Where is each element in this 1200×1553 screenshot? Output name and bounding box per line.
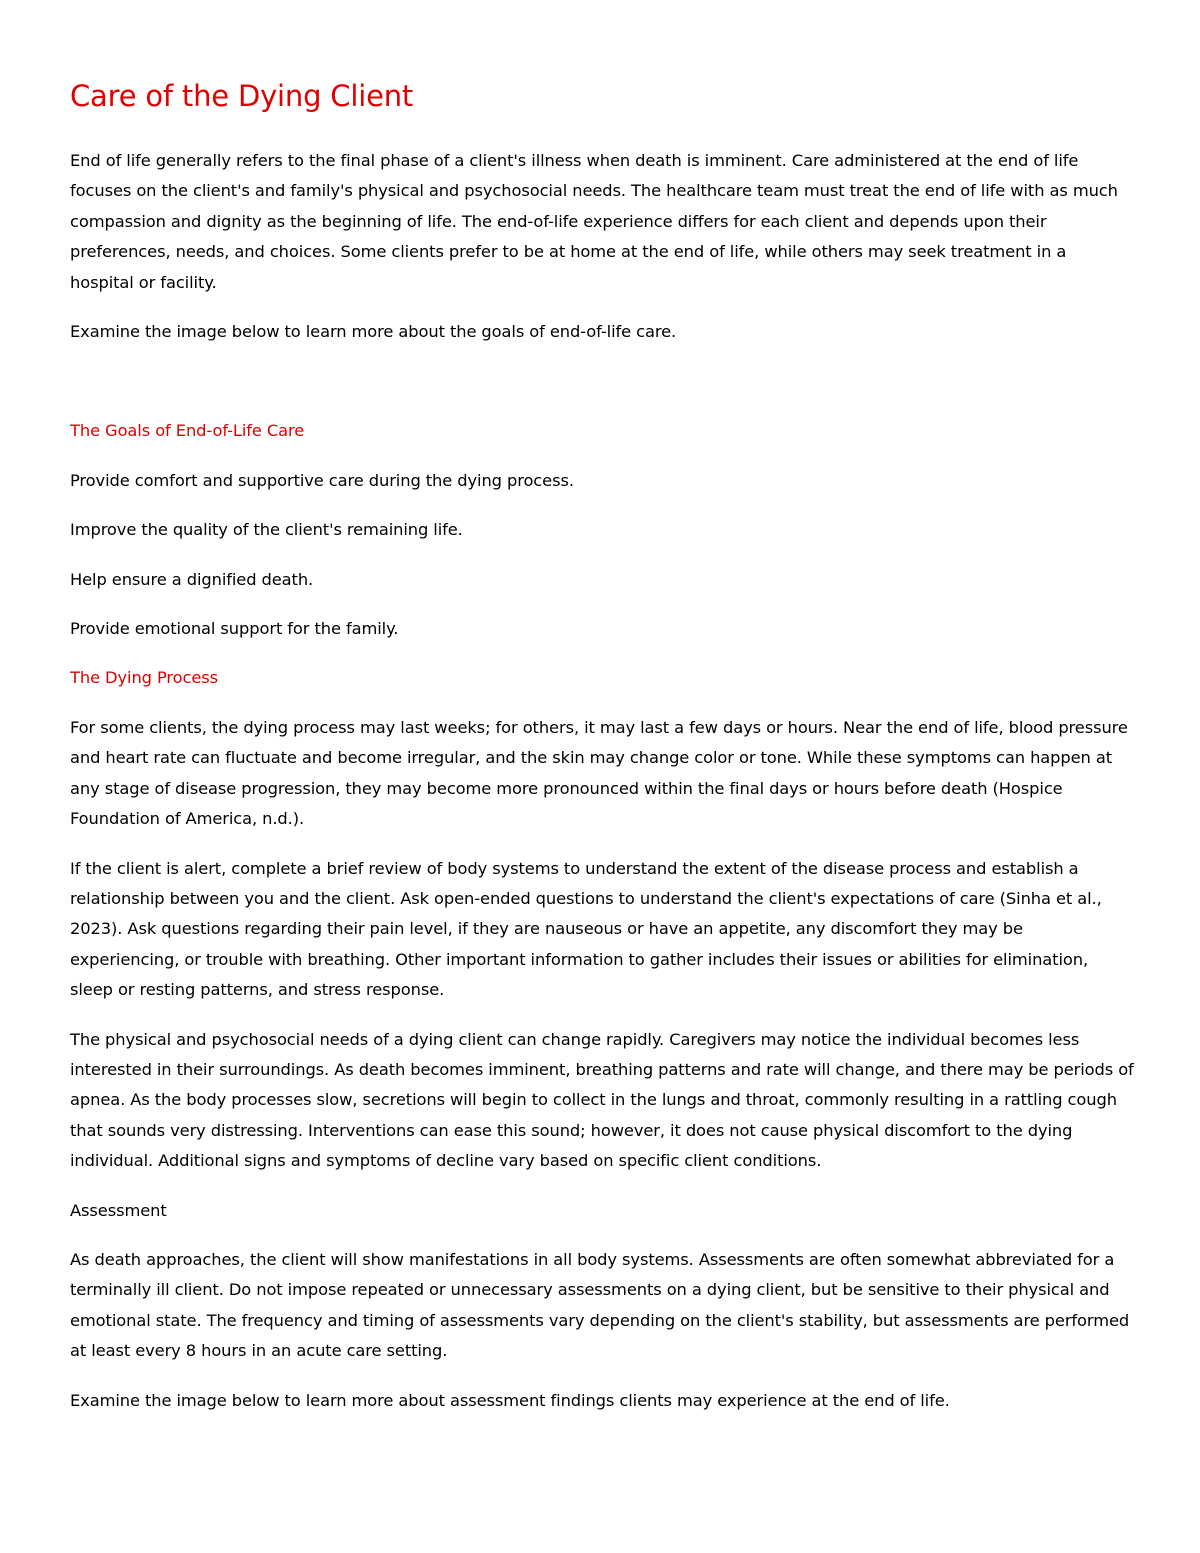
dying-process-paragraph: The physical and psychosocial needs of a dying client can change rapidly. Caregivers may notice the individual becomes less interested in their surroundings. As death becomes imminent, breathing patterns and rate will change, and there may be periods of apnea. As the body processes slow, secretions will begin to collect in the lungs and throat, commonly resulting in a rattling cough that sounds very distressing. Interventions can ease this sound; however, it does not cause physical discomfort to the dying individual. Additional signs and symptoms of decline vary based on specific client conditions. bbox=[70, 1029, 1134, 1171]
intro-paragraph: End of life generally refers to the final phase of a client's illness when death is imminent. Care administered at the end of life focuses on the client's and family's physical and psychosocial needs. The healthcare team must treat the end of life with as much compassion and dignity as the beginning of life. The end-of-life experience differs for each client and depends upon their preferences, needs, and choices. Some clients prefer to be at home at the end of life, while others may seek treatment in a hospital or facility. bbox=[70, 151, 1118, 292]
goal-item: Help ensure a dignified death. bbox=[70, 569, 314, 589]
assessment-paragraph: As death approaches, the client will show manifestations in all body systems. Assessments are often somewhat abbreviated for a terminally ill client. Do not impose repeated or unnecessary assessments on a dying client, but be sensitive to their physical and emotional state. The frequency and timing of assessments vary depending on the client's stability, but assessments are performed at least every 8 hours in an acute care setting. bbox=[70, 1249, 1130, 1361]
page-title: Care of the Dying Client bbox=[70, 79, 414, 113]
goal-item: Improve the quality of the client's remaining life. bbox=[70, 520, 463, 540]
dying-process-heading: The Dying Process bbox=[70, 668, 219, 688]
dying-process-paragraph: If the client is alert, complete a brief review of body systems to understand the extent of the disease process and establish a relationship between you and the client. Ask open-ended questions to understand the client's expectations of care (Sinha et al., 2023). Ask questions regarding their pain level, if they are nauseous or have an appetite, any discomfort they may be experiencing, or trouble with breathing. Other important information to gather includes their issues or abilities for elimination, sleep or resting patterns, and stress response. bbox=[70, 858, 1102, 1000]
goals-heading: The Goals of End-of-Life Care bbox=[70, 421, 305, 441]
document-page bbox=[70, 76, 1135, 1416]
assessment-image-prompt: Examine the image below to learn more about assessment findings clients may experience at the end of life. bbox=[70, 1390, 950, 1410]
goal-item: Provide emotional support for the family. bbox=[70, 619, 399, 639]
goal-item: Provide comfort and supportive care during the dying process. bbox=[70, 470, 574, 490]
dying-process-paragraph: For some clients, the dying process may last weeks; for others, it may last a few days or hours. Near the end of life, blood pressure and heart rate can fluctuate and become irregular, and the skin may change color or tone. While these symptoms can happen at any stage of disease progression, they may become more pronounced within the final days or hours before death (Hospice Foundation of America, n.d.). bbox=[70, 717, 1128, 829]
intro-image-prompt: Examine the image below to learn more about the goals of end-of-life care. bbox=[70, 322, 677, 342]
assessment-heading: Assessment bbox=[70, 1200, 167, 1220]
